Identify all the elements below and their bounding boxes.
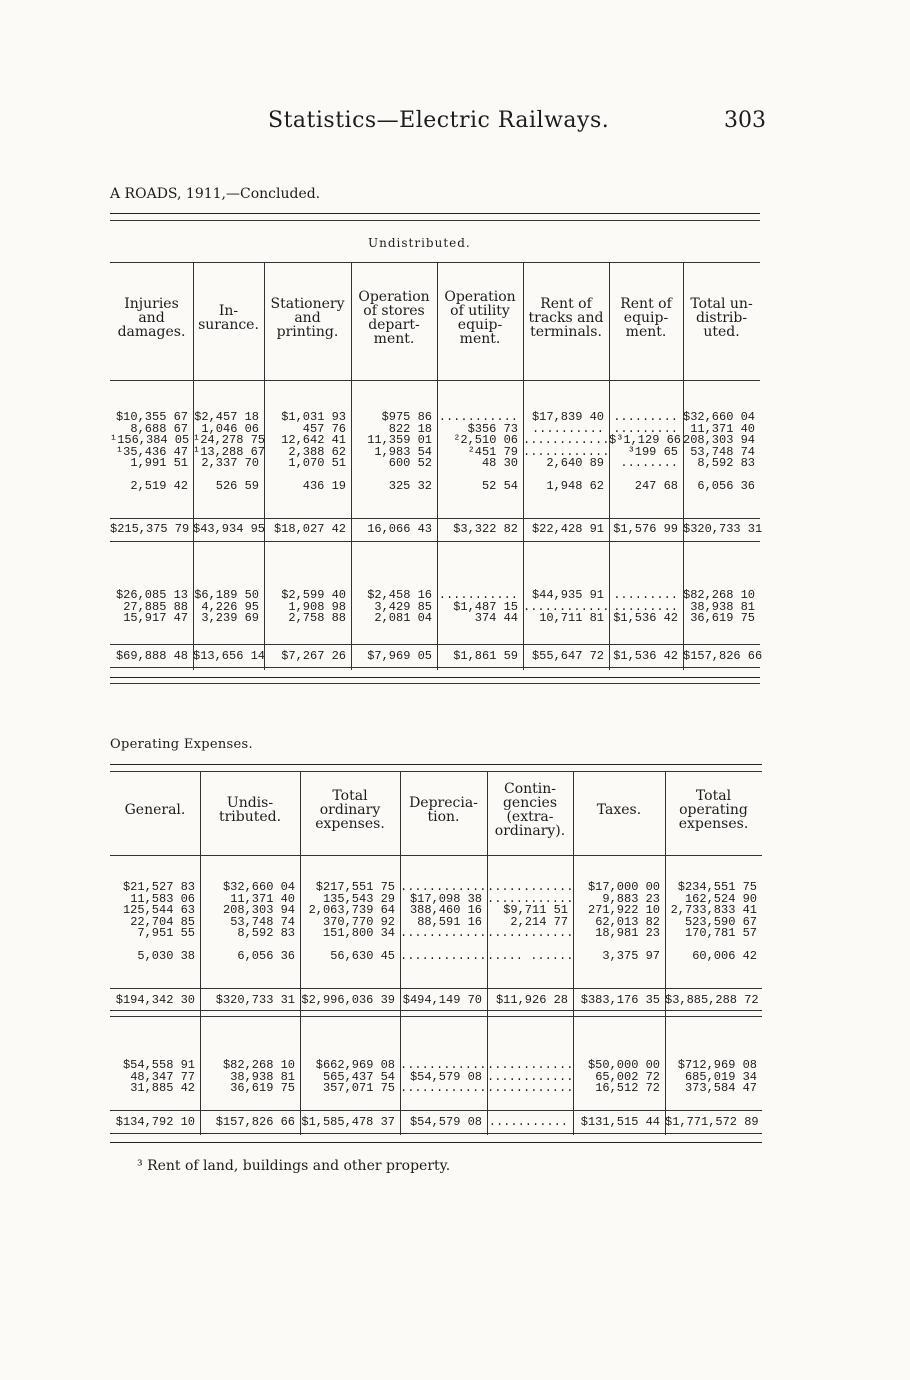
rule-op-total1-top	[110, 988, 762, 989]
column-header: Total operating expenses.	[678, 788, 749, 832]
rule-op-headers	[110, 855, 762, 856]
column-header: Contin- gencies (extra- ordinary).	[494, 781, 566, 839]
data-cell: ............ ............ $9,711 51 2,214 77 ............ ..... ......	[487, 880, 574, 963]
data-cell: ......... ......... $1,536 42	[613, 588, 678, 625]
data-cell: ........... $1,487 15 374 44	[438, 588, 518, 625]
operating-title: Operating Expenses.	[110, 737, 253, 752]
column-header: Deprecia- tion.	[409, 795, 478, 825]
footnote: ³ Rent of land, buildings and other property.	[137, 1158, 451, 1174]
data-cell: ............ $54,579 08 ............	[400, 1058, 487, 1095]
data-cell: $975 86 822 18 11,359 01 1,983 54 600 52 325 32	[367, 410, 432, 493]
data-cell: $2,458 16 3,429 85 2,081 04	[367, 588, 432, 625]
data-cell: $54,558 91 48,347 77 31,885 42	[122, 1058, 195, 1095]
rule-op-end	[110, 1142, 762, 1143]
total-cell: $69,888 48	[115, 649, 188, 663]
column-header: General.	[124, 802, 186, 818]
rule-total2-top	[110, 644, 760, 645]
running-head: Statistics—Electric Railways.	[268, 108, 610, 133]
total-cell: $1,585,478 37	[301, 1115, 395, 1129]
data-cell: $26,085 13 27,885 88 15,917 47	[115, 588, 188, 625]
total-cell: $43,934 95	[193, 522, 266, 536]
rule-total2-bottom	[110, 667, 760, 668]
data-cell: $32,660 04 11,371 40 208,303 94 53,748 74 8,592 83 6,056 36	[222, 880, 295, 963]
total-cell: $1,771,572 89	[665, 1115, 759, 1129]
total-cell: $55,647 72	[531, 649, 604, 663]
column-header: Injuries and damages.	[117, 296, 186, 340]
data-cell: $712,969 08 685,019 34 373,584 47	[677, 1058, 757, 1095]
data-cell: $82,268 10 38,938 81 36,619 75	[683, 588, 756, 625]
total-cell: $1,536 42	[613, 649, 678, 663]
data-cell: $1,031 93 457 76 12,642 41 2,388 62 1,070 51 436 19	[281, 410, 346, 493]
total-cell: $1,861 59	[453, 649, 518, 663]
data-cell: $234,551 75 162,524 90 2,733,833 41 523,590 67 170,781 57 60,006 42	[670, 880, 757, 963]
total-cell: $320,733 31	[683, 522, 763, 536]
total-cell: $7,969 05	[367, 649, 432, 663]
data-cell: $6,189 50 4,226 95 3,239 69	[194, 588, 259, 625]
total-cell: $3,322 82	[453, 522, 518, 536]
total-cell: $7,267 26	[281, 649, 346, 663]
total-cell: $157,826 66	[683, 649, 763, 663]
rule-subhead	[110, 262, 760, 263]
column-header: Total un- distrib- uted.	[690, 296, 753, 340]
rule-op-total2-bottom	[110, 1133, 762, 1134]
data-cell: $50,000 00 65,002 72 16,512 72	[587, 1058, 660, 1095]
rule-end-thin	[110, 683, 760, 684]
column-header: Operation of utility equip- ment.	[444, 289, 516, 347]
rule-total1-top	[110, 518, 760, 519]
total-cell: ...........	[488, 1115, 568, 1129]
undistributed-title: Undistributed.	[368, 236, 471, 250]
rule-op-total1-bottom2	[110, 1016, 762, 1017]
total-cell: $157,826 66	[215, 1115, 295, 1129]
page-number: 303	[724, 108, 766, 133]
total-cell: 16,066 43	[367, 522, 432, 536]
total-cell: $11,926 28	[495, 993, 568, 1007]
column-header: Undis- tributed.	[218, 795, 282, 825]
total-cell: $494,149 70	[402, 993, 482, 1007]
total-cell: $134,792 10	[115, 1115, 195, 1129]
data-cell: $17,000 00 9,883 23 271,922 10 62,013 82 18,981 23 3,375 97	[587, 880, 660, 963]
total-cell: $1,576 99	[613, 522, 678, 536]
total-cell: $131,515 44	[580, 1115, 660, 1129]
total-cell: $194,342 30	[115, 993, 195, 1007]
rule-op-total2-top	[110, 1110, 762, 1111]
total-cell: $54,579 08	[409, 1115, 482, 1129]
column-header: Operation of stores depart- ment.	[358, 289, 430, 347]
total-cell: $320,733 31	[215, 993, 295, 1007]
data-cell: $32,660 04 11,371 40 208,303 94 53,748 74 8,592 83 6,056 36	[683, 410, 756, 493]
table-caption: A ROADS, 1911,—Concluded.	[110, 186, 321, 202]
rule-op-total1-bottom	[110, 1010, 762, 1011]
rule-headers	[110, 380, 760, 381]
rule-top-thin	[110, 220, 760, 221]
rule-total1-bottom	[110, 541, 760, 542]
data-cell: $82,268 10 38,938 81 36,619 75	[222, 1058, 295, 1095]
column-header: Total ordinary expenses.	[315, 788, 385, 832]
rule-op-top	[110, 764, 762, 765]
column-header: Rent of tracks and terminals.	[528, 296, 604, 340]
total-cell: $18,027 42	[273, 522, 346, 536]
data-cell: $217,551 75 135,543 29 2,063,739 64 370,770 92 151,800 34 56,630 45	[308, 880, 395, 963]
data-cell: $44,935 91 ............ 10,711 81	[523, 588, 610, 625]
data-cell: $21,527 83 11,583 06 125,544 63 22,704 85 7,951 55 5,030 38	[122, 880, 195, 963]
column-header: Rent of equip- ment.	[620, 296, 672, 340]
rule-top	[110, 213, 760, 214]
data-cell: ........... $356 73 ²2,510 06 ²451 79 48 30 52 54	[438, 410, 518, 493]
total-cell: $2,996,036 39	[301, 993, 395, 1007]
column-header: Stationery and printing.	[270, 296, 345, 340]
data-cell: $17,839 40 .......... ............ ............ 2,640 89 1,948 62	[523, 410, 610, 493]
total-cell: $383,176 35	[580, 993, 660, 1007]
data-cell: $662,969 08 565,437 54 357,071 75	[315, 1058, 395, 1095]
data-cell: ......... ......... $³1,129 66 ³199 65 ........ 247 68	[609, 410, 682, 493]
total-cell: $22,428 91	[531, 522, 604, 536]
column-header: In- surance.	[198, 303, 259, 333]
data-cell: ............ $17,098 38 388,460 16 88,591 16 ............ ............	[400, 880, 487, 963]
total-cell: $3,885,288 72	[665, 993, 759, 1007]
total-cell: $13,656 14	[193, 649, 266, 663]
total-cell: $215,375 79	[110, 522, 190, 536]
data-cell: $10,355 67 8,688 67 ¹156,384 05 ¹35,436 47 1,991 51 2,519 42	[110, 410, 190, 493]
rule-end	[110, 677, 760, 678]
column-header: Taxes.	[596, 802, 642, 818]
data-cell: $2,457 18 1,046 06 ¹24,278 75 ¹13,288 67 2,337 70 526 59	[193, 410, 266, 493]
data-cell: ............ ............ ............	[487, 1058, 574, 1095]
data-cell: $2,599 40 1,908 98 2,758 88	[281, 588, 346, 625]
